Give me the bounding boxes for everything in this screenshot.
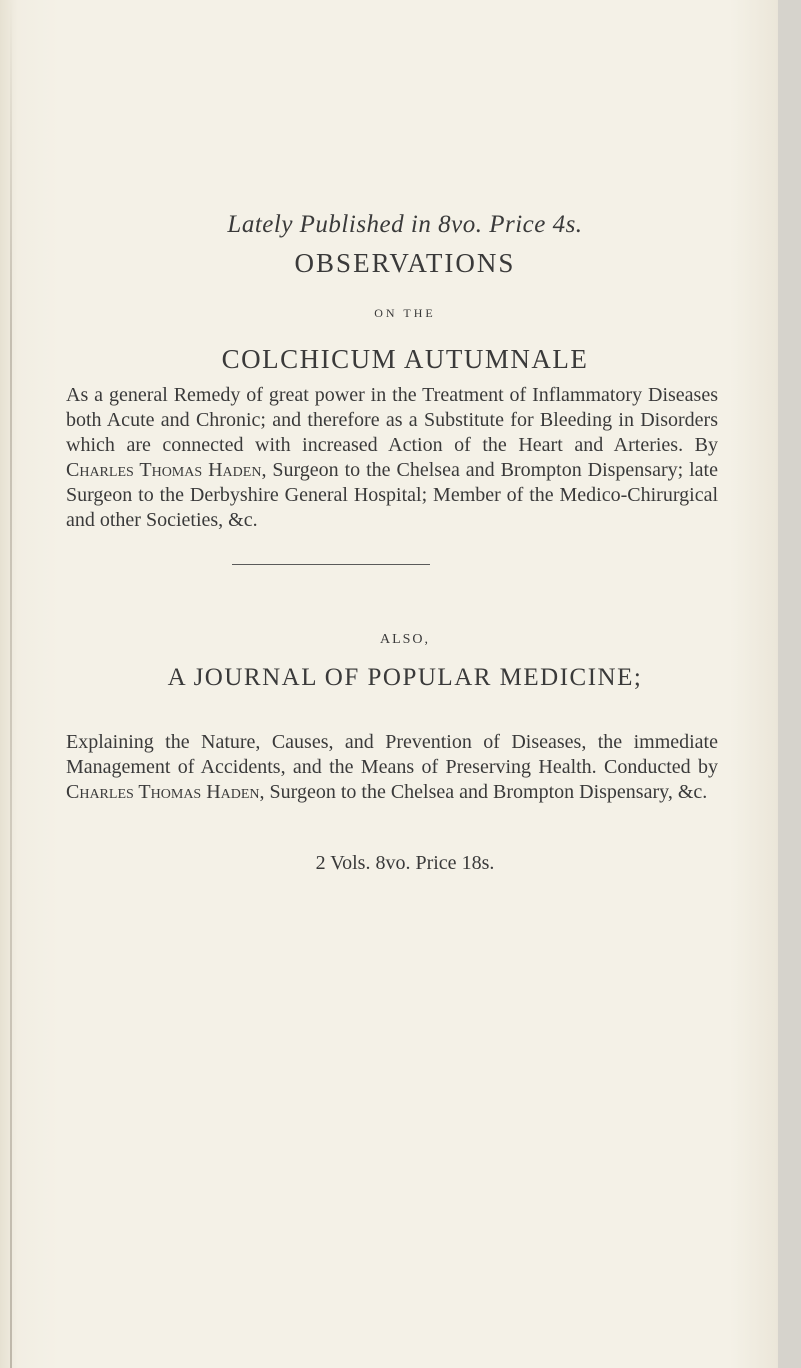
paragraph-1-text-end: , Surgeon to the Chelsea and Brompton Dispensary; late Surgeon to the Derbyshire General Hospital; Member of the Medico-Chirurgical and other Societies, &c. [66, 459, 718, 531]
paragraph-2-text-end: , Surgeon to the Chelsea and Brompton Dispensary, &c. [259, 781, 708, 803]
price-line: 2 Vols. 8vo. Price 18s. [315, 852, 495, 874]
author-name-1: Charles Thomas Haden [66, 459, 262, 481]
author-name-2: Charles Thomas Haden [66, 781, 260, 803]
paragraph-1-text: As a general Remedy of great power in the Treatment of Inflammatory Diseases both Acute and Chronic; and therefore as a Substitute for Bleeding in Disorders which are connected with increased Action of the Heart and Arteries. By [66, 384, 718, 456]
also-label: ALSO, [379, 632, 431, 647]
description-paragraph-2 [66, 730, 718, 805]
book-title-observations: OBSERVATIONS [294, 248, 516, 278]
paragraph-2-text: Explaining the Nature, Causes, and Prevention of Diseases, the immediate Management of Accidents, and the Means of Preserving Health. Conducted by [66, 731, 718, 778]
book-title-journal: A JOURNAL OF POPULAR MEDICINE; [167, 664, 643, 691]
section-divider [232, 564, 430, 565]
description-paragraph-1 [66, 383, 718, 533]
publication-notice: Lately Published in 8vo. Price 4s. [227, 211, 583, 238]
book-title-colchicum: COLCHICUM AUTUMNALE [221, 344, 589, 374]
title-connector: ON THE [374, 306, 436, 320]
page-edge [778, 0, 801, 1368]
binding-gutter [10, 0, 12, 1368]
